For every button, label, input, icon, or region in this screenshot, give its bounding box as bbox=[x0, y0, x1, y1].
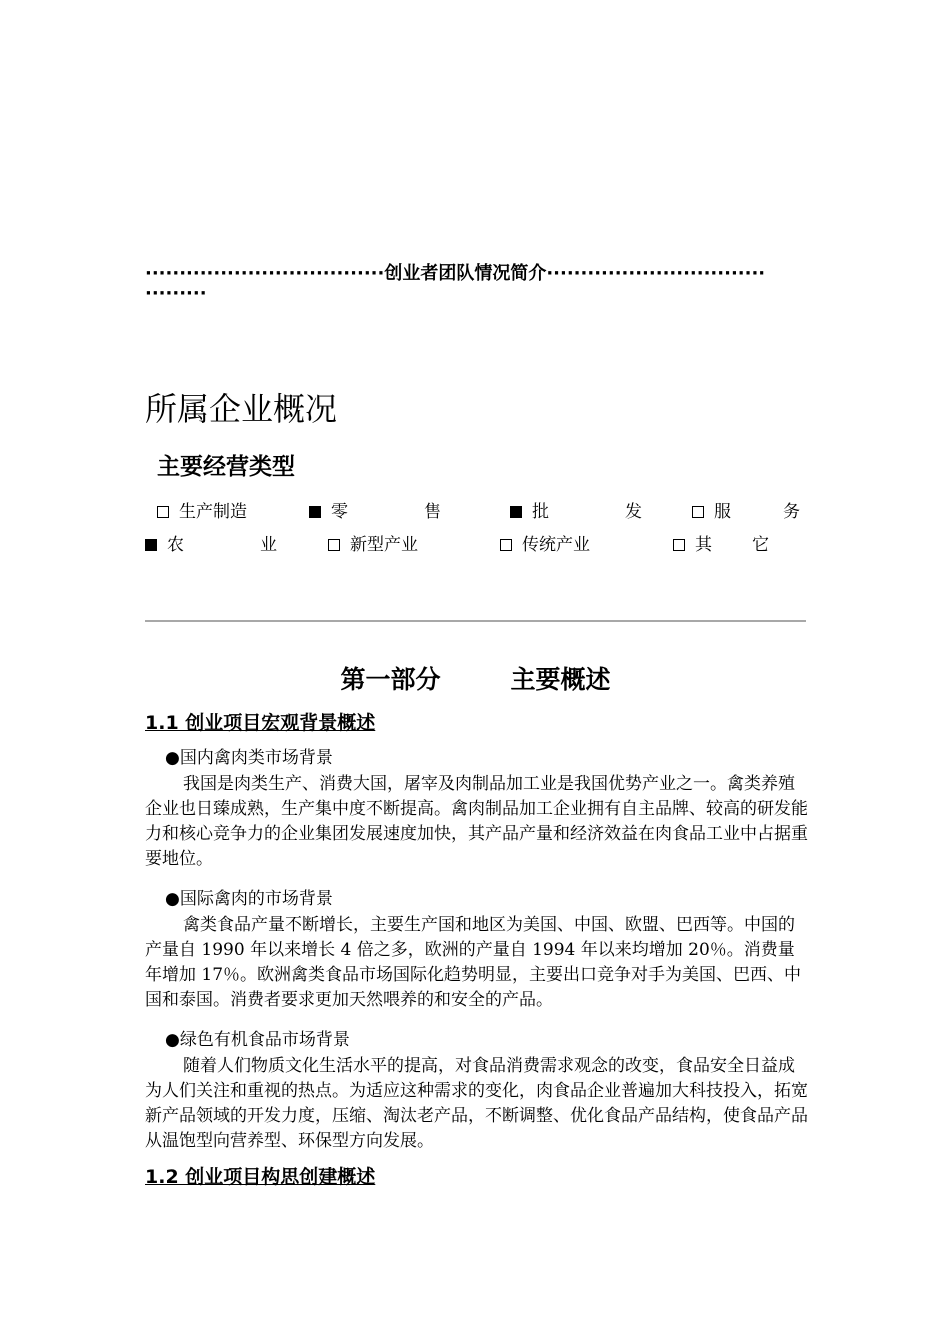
paragraph-international-market: 禽类食品产量不断增长，主要生产国和地区为美国、中国、欧盟、巴西等。中国的产量自 1990 年以来增长 4 倍之多，欧洲的产量自 1994 年以来均增加 20％。消费量年增加 17％。欧洲禽类食品市场国际化趋势明显，主要出口竞争对手为美国、巴西、中国和泰国。消费者要求更加天然喂养的和安全的产品。 bbox=[145, 915, 802, 1010]
option-retail[interactable]: 零 售 bbox=[309, 497, 455, 522]
option-agriculture[interactable]: 农 业 bbox=[145, 530, 291, 555]
checkbox-unchecked-icon[interactable] bbox=[500, 539, 512, 551]
checkbox-unchecked-icon[interactable] bbox=[328, 539, 340, 551]
business-type-heading: 主要经营类型 bbox=[157, 454, 295, 480]
section-1-1-heading: 1.1 创业项目宏观背景概述 bbox=[145, 712, 376, 734]
option-production[interactable]: 生产制造 bbox=[157, 497, 247, 522]
section-1-2-heading: 1.2 创业项目构思创建概述 bbox=[145, 1166, 376, 1188]
part-one-title bbox=[145, 660, 806, 696]
toc-entry-team-continued: ········· bbox=[145, 283, 207, 304]
option-other[interactable]: 其 它 bbox=[673, 530, 771, 555]
part-title-text: 主要概述 bbox=[510, 665, 611, 694]
company-overview-heading: 所属企业概况 bbox=[145, 390, 338, 428]
paragraph-green-organic-market: 随着人们物质文化生活水平的提高，对食品消费需求观念的改变，食品安全日益成为人们关注和重视的热点。为适应这种需求的变化，肉食品企业普遍加大科技投入，拓宽新产品领域的开发力度，压缩、淘汰老产品，不断调整、优化食品产品结构，使食品产品从温饱型向营养型、环保型方向发展。 bbox=[145, 1056, 808, 1151]
toc-entry-team[interactable]: ···································创业者团队情况简介································ bbox=[145, 263, 766, 284]
option-new-industry[interactable]: 新型产业 bbox=[328, 530, 418, 555]
bullet-green-organic-market: ●绿色有机食品市场背景 bbox=[165, 1030, 350, 1050]
option-traditional-industry[interactable]: 传统产业 bbox=[500, 530, 590, 555]
paragraph-domestic-market: 我国是肉类生产、消费大国，屠宰及肉制品加工业是我国优势产业之一。禽类养殖企业也日臻成熟，生产集中度不断提高。禽肉制品加工企业拥有自主品牌、较高的研发能力和核心竞争力的企业集团发展速度加快，其产品产量和经济效益在肉食品工业中占据重要地位。 bbox=[145, 774, 808, 869]
section-divider bbox=[145, 620, 806, 622]
checkbox-unchecked-icon[interactable] bbox=[692, 506, 704, 518]
checkbox-unchecked-icon[interactable] bbox=[157, 506, 169, 518]
bullet-international-market: ●国际禽肉的市场背景 bbox=[165, 889, 333, 909]
checkbox-checked-icon[interactable] bbox=[510, 506, 522, 518]
checkbox-checked-icon[interactable] bbox=[309, 506, 321, 518]
checkbox-checked-icon[interactable] bbox=[145, 539, 157, 551]
bullet-domestic-market: ●国内禽肉类市场背景 bbox=[165, 748, 333, 768]
checkbox-unchecked-icon[interactable] bbox=[673, 539, 685, 551]
part-label: 第一部分 bbox=[340, 665, 441, 694]
option-wholesale[interactable]: 批 发 bbox=[510, 497, 656, 522]
option-service[interactable]: 服 务 bbox=[692, 497, 806, 522]
